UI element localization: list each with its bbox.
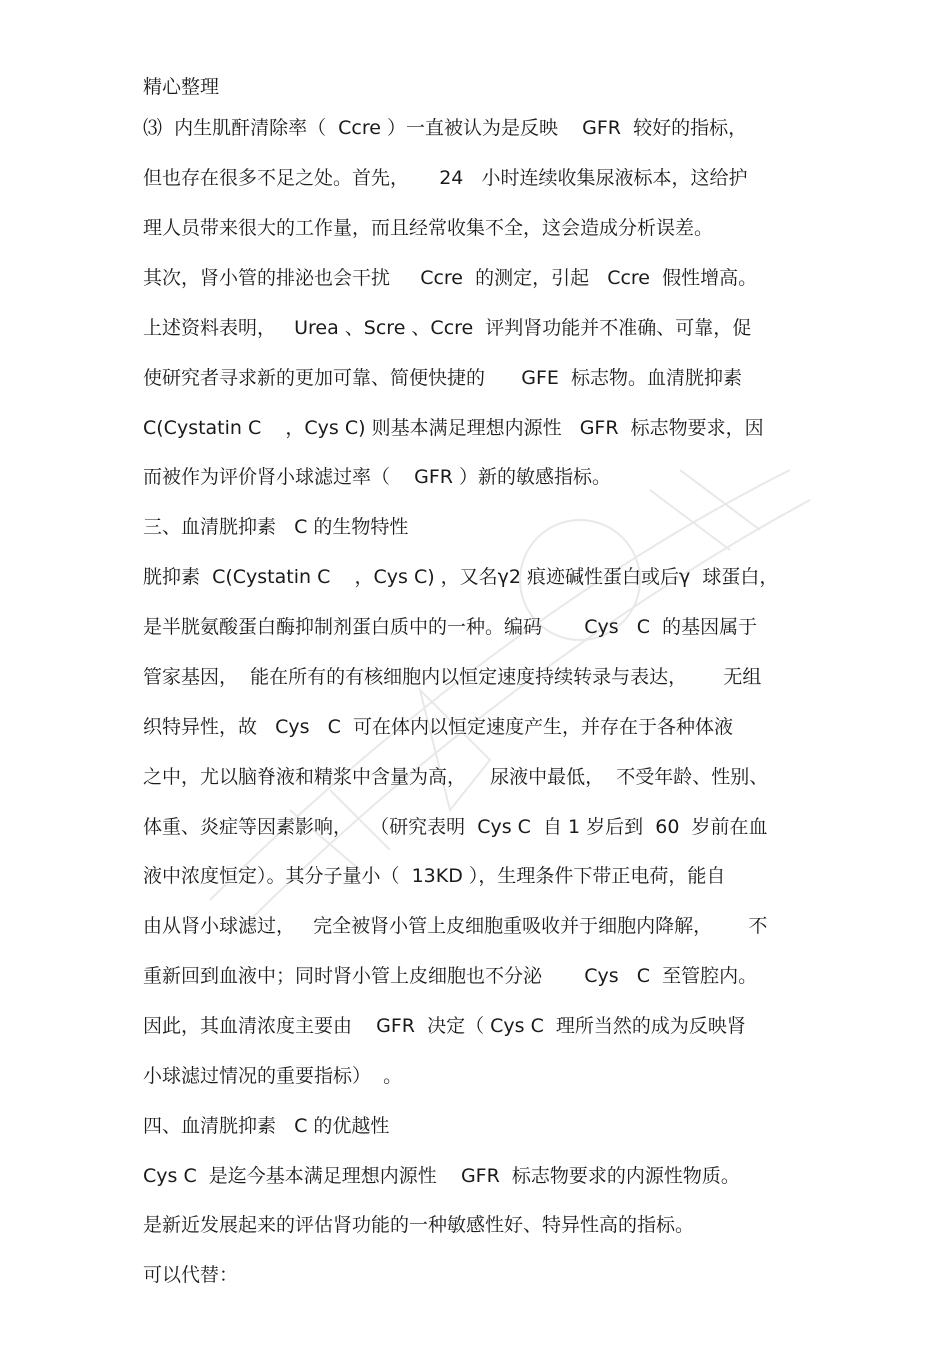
- text-line: 体重、炎症等因素影响， （研究表明 Cys C 自 1 岁后到 60 岁前在血: [143, 816, 768, 838]
- text-line: 小球滤过情况的重要指标） 。: [143, 1065, 403, 1087]
- text-line: 液中浓度恒定）。其分子量小（ 13KD ），生理条件下带正电荷，能自: [143, 865, 726, 887]
- text-line: 而被作为评价肾小球滤过率（ GFR ）新的敏感指标。: [143, 466, 612, 488]
- text-line: 由从肾小球滤过， 完全被肾小管上皮细胞重吸收并于细胞内降解， 不: [143, 915, 768, 937]
- text-line: 使研究者寻求新的更加可靠、简便快捷的 GFE 标志物。血清胱抑素: [143, 367, 742, 389]
- text-line: 胱抑素 C(Cystatin C ，Cys C) ，又名γ2 痕迹碱性蛋白或后γ 球蛋白，: [143, 566, 779, 588]
- text-line: 但也存在很多不足之处。首先， 24 小时连续收集尿液标本，这给护: [143, 167, 748, 189]
- section-heading: 三、血清胱抑素 C 的生物特性: [143, 516, 409, 538]
- text-line: 理人员带来很大的工作量，而且经常收集不全，这会造成分析误差。: [143, 217, 714, 239]
- text-line: C(Cystatin C ，Cys C) 则基本满足理想内源性 GFR 标志物要求，因: [143, 417, 764, 439]
- text-line: 因此，其血清浓度主要由 GFR 决定（ Cys C 理所当然的成为反映肾: [143, 1015, 746, 1037]
- page-header: 精心整理: [143, 76, 220, 98]
- text-line: 重新回到血液中；同时肾小管上皮细胞也不分泌 Cys C 至管腔内。: [143, 965, 758, 987]
- text-line: Cys C 是迄今基本满足理想内源性 GFR 标志物要求的内源性物质。: [143, 1165, 740, 1187]
- text-line: 是新近发展起来的评估肾功能的一种敏感性好、特异性高的指标。: [143, 1214, 695, 1236]
- text-line: ⑶ 内生肌酐清除率（ Ccre ）一直被认为是反映 GFR 较好的指标，: [143, 117, 748, 139]
- text-line: 可以代替：: [143, 1264, 239, 1286]
- text-line: 上述资料表明， Urea 、Scre 、Ccre 评判肾功能并不准确、可靠，促: [143, 317, 752, 339]
- text-line: 管家基因， 能在所有的有核细胞内以恒定速度持续转录与表达， 无组: [143, 666, 762, 688]
- text-line: 其次，肾小管的排泌也会干扰 Ccre 的测定，引起 Ccre 假性增高。: [143, 267, 758, 289]
- section-heading: 四、血清胱抑素 C 的优越性: [143, 1115, 390, 1137]
- text-line: 是半胱氨酸蛋白酶抑制剂蛋白质中的一种。编码 Cys C 的基因属于: [143, 616, 758, 638]
- text-line: 织特异性，故 Cys C 可在体内以恒定速度产生，并存在于各种体液: [143, 716, 733, 738]
- text-line: 之中，尤以脑脊液和精浆中含量为高， 尿液中最低， 不受年龄、性别、: [143, 766, 769, 788]
